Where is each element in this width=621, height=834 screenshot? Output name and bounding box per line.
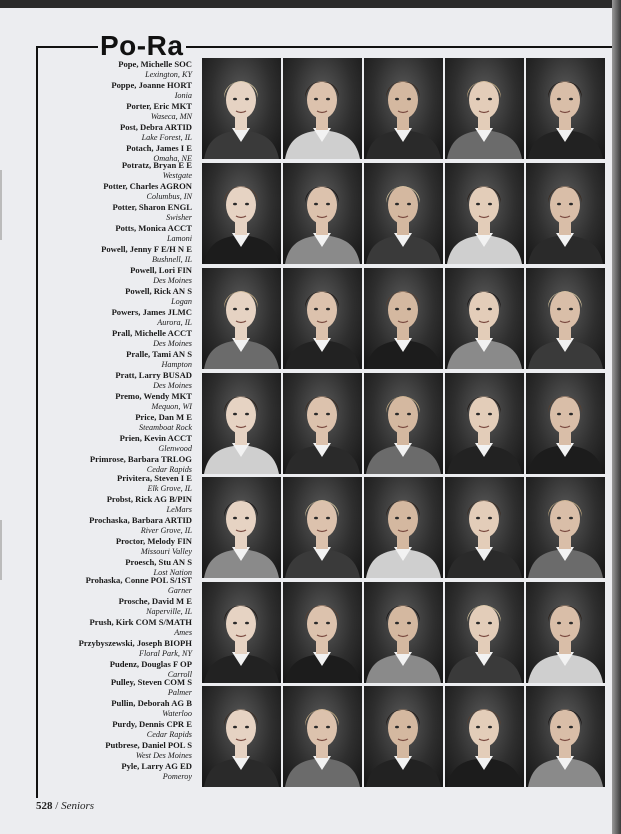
- portrait-photo: [283, 686, 362, 787]
- portrait-photo: [364, 477, 443, 578]
- student-hometown: Palmer: [167, 687, 192, 697]
- portrait-photo: [364, 58, 443, 159]
- portrait-photo: [445, 582, 524, 683]
- student-hometown: Columbus, IN: [146, 191, 192, 201]
- student-name: Potter, Charles AGRON: [103, 181, 192, 191]
- student-name: Potter, Sharon ENGL: [112, 202, 192, 212]
- student-hometown: Bushnell, IL: [151, 254, 192, 264]
- book-gutter: [612, 0, 621, 834]
- student-hometown: Floral Park, NY: [139, 648, 192, 658]
- student-name: Putbrese, Daniel POL S: [105, 740, 192, 750]
- student-hometown: Ionia: [174, 90, 192, 100]
- page-title: Po-Ra: [100, 30, 184, 61]
- student-hometown: Lake Forest, IL: [141, 132, 192, 142]
- student-name: Porter, Eric MKT: [126, 101, 192, 111]
- student-name: Pratt, Larry BUSAD: [115, 370, 192, 380]
- name-block: [40, 160, 192, 265]
- student-hometown: Des Moines: [153, 275, 192, 285]
- student-entry: [40, 761, 192, 782]
- student-name: Premo, Wendy MKT: [115, 391, 192, 401]
- student-entry: [40, 370, 192, 391]
- student-name: Probst, Rick AG B/PIN: [106, 494, 192, 504]
- student-hometown: Logan: [171, 296, 192, 306]
- student-name: Powell, Jenny F E/H N E: [101, 244, 192, 254]
- student-name: Pulley, Steven COM S: [110, 677, 192, 687]
- student-name: Potratz, Bryan E E: [121, 160, 192, 170]
- student-hometown: Glenwood: [158, 443, 192, 453]
- portrait-photo: [445, 686, 524, 787]
- student-entry: [40, 617, 192, 638]
- portrait-photo: [283, 163, 362, 264]
- student-name: Przybyszewski, Joseph BIOPH: [78, 638, 192, 648]
- footer-separator: /: [55, 800, 59, 812]
- portrait-photo: [445, 58, 524, 159]
- student-hometown: Des Moines: [153, 338, 192, 348]
- student-hometown: Lamoni: [166, 233, 192, 243]
- student-name: Prochaska, Barbara ARTID: [89, 515, 192, 525]
- student-name: Prohaska, Conne POL S/1ST: [85, 575, 192, 585]
- student-hometown: Ames: [174, 627, 192, 637]
- portrait-photo: [202, 582, 281, 683]
- student-entry: [40, 536, 192, 557]
- student-hometown: Des Moines: [153, 380, 192, 390]
- student-name: Poppe, Joanne HORT: [111, 80, 192, 90]
- student-hometown: Pomeroy: [162, 771, 192, 781]
- portrait-photo: [526, 163, 605, 264]
- student-name: Proesch, Stu AN S: [125, 557, 192, 567]
- portrait-photo: [445, 373, 524, 474]
- student-entry: [40, 494, 192, 515]
- student-hometown: Garner: [167, 585, 192, 595]
- portrait-photo: [202, 268, 281, 369]
- student-name: Primrose, Barbara TRLOG: [89, 454, 192, 464]
- student-hometown: Swisher: [166, 212, 192, 222]
- student-name: Prien, Kevin ACCT: [119, 433, 192, 443]
- student-name: Potts, Monica ACCT: [115, 223, 192, 233]
- student-entry: [40, 638, 192, 659]
- student-hometown: Missouri Valley: [140, 546, 192, 556]
- student-name: Powell, Rick AN S: [125, 286, 192, 296]
- student-hometown: Waterloo: [162, 708, 192, 718]
- student-name: Pudenz, Douglas F OP: [109, 659, 192, 669]
- student-entry: [40, 454, 192, 475]
- name-block: [40, 677, 192, 782]
- student-name: Privitera, Steven I E: [117, 473, 192, 483]
- portrait-photo: [364, 373, 443, 474]
- student-entry: [40, 223, 192, 244]
- portrait-photo: [526, 686, 605, 787]
- name-block: [40, 370, 192, 475]
- student-hometown: Elk Grove, IL: [147, 483, 192, 493]
- student-hometown: Waseca, MN: [150, 111, 192, 121]
- student-name: Purdy, Dennis CPR E: [112, 719, 192, 729]
- name-block: [40, 575, 192, 680]
- student-entry: [40, 719, 192, 740]
- student-hometown: LeMars: [166, 504, 192, 514]
- student-name: Powers, James JLMC: [111, 307, 192, 317]
- portrait-photo: [445, 477, 524, 578]
- margin-rule: [36, 46, 38, 798]
- student-entry: [40, 473, 192, 494]
- student-hometown: River Grove, IL: [140, 525, 192, 535]
- portrait-photo: [202, 163, 281, 264]
- student-entry: [40, 244, 192, 265]
- page-number: 528: [36, 800, 53, 812]
- page-edge-mark: [0, 170, 2, 240]
- student-entry: [40, 575, 192, 596]
- portrait-photo: [283, 477, 362, 578]
- name-block: [40, 59, 192, 164]
- student-hometown: Naperville, IL: [146, 606, 192, 616]
- student-hometown: West Des Moines: [135, 750, 192, 760]
- student-name: Proctor, Melody FIN: [115, 536, 192, 546]
- portrait-photo: [364, 582, 443, 683]
- student-hometown: Mequon, WI: [151, 401, 192, 411]
- student-hometown: Lost Nation: [153, 567, 192, 577]
- portrait-photo: [364, 686, 443, 787]
- student-entry: [40, 412, 192, 433]
- student-entry: [40, 80, 192, 101]
- portrait-photo: [364, 163, 443, 264]
- student-entry: [40, 677, 192, 698]
- student-hometown: Westgate: [162, 170, 192, 180]
- student-entry: [40, 740, 192, 761]
- student-entry: [40, 596, 192, 617]
- student-entry: [40, 160, 192, 181]
- portrait-photo: [283, 58, 362, 159]
- student-name: Potach, James I E: [126, 143, 192, 153]
- name-block: [40, 473, 192, 578]
- student-entry: [40, 101, 192, 122]
- student-entry: [40, 433, 192, 454]
- portrait-photo: [202, 477, 281, 578]
- student-name: Pralle, Tami AN S: [126, 349, 192, 359]
- student-entry: [40, 265, 192, 286]
- portrait-photo: [526, 477, 605, 578]
- section-name: Seniors: [61, 800, 95, 812]
- page-edge-mark: [0, 520, 2, 580]
- portrait-photo: [202, 373, 281, 474]
- portrait-photo: [526, 268, 605, 369]
- portrait-photo: [202, 58, 281, 159]
- student-hometown: Carroll: [167, 669, 192, 679]
- student-entry: [40, 328, 192, 349]
- student-name: Pullin, Deborah AG B: [111, 698, 192, 708]
- student-entry: [40, 391, 192, 412]
- name-block: [40, 265, 192, 370]
- student-entry: [40, 349, 192, 370]
- portrait-photo: [283, 268, 362, 369]
- student-name: Pyle, Larry AG ED: [121, 761, 192, 771]
- page-footer: [36, 800, 94, 812]
- student-hometown: Steamboat Rock: [139, 422, 192, 432]
- portrait-photo: [283, 373, 362, 474]
- student-entry: [40, 286, 192, 307]
- student-hometown: Hampton: [161, 359, 192, 369]
- portrait-photo: [364, 268, 443, 369]
- student-entry: [40, 698, 192, 719]
- student-name: Powell, Lori FIN: [130, 265, 192, 275]
- student-entry: [40, 181, 192, 202]
- student-entry: [40, 122, 192, 143]
- student-name: Prosche, David M E: [118, 596, 192, 606]
- portrait-photo: [526, 373, 605, 474]
- student-name: Pope, Michelle SOC: [118, 59, 192, 69]
- header-rule-left: [36, 46, 98, 48]
- student-entry: [40, 59, 192, 80]
- student-name: Prush, Kirk COM S/MATH: [89, 617, 192, 627]
- student-hometown: Aurora, IL: [157, 317, 192, 327]
- student-name: Post, Debra ARTID: [119, 122, 192, 132]
- student-hometown: Cedar Rapids: [146, 464, 192, 474]
- portrait-photo: [526, 582, 605, 683]
- header-rule-right: [186, 46, 612, 48]
- student-entry: [40, 515, 192, 536]
- student-entry: [40, 202, 192, 223]
- student-entry: [40, 307, 192, 328]
- student-hometown: Omaha, NE: [153, 153, 192, 163]
- student-hometown: Cedar Rapids: [146, 729, 192, 739]
- portrait-photo: [202, 686, 281, 787]
- portrait-photo: [445, 163, 524, 264]
- portrait-photo: [526, 58, 605, 159]
- student-name: Prall, Michelle ACCT: [112, 328, 192, 338]
- portrait-photo: [445, 268, 524, 369]
- student-name: Price, Dan M E: [135, 412, 192, 422]
- student-hometown: Lexington, KY: [145, 69, 192, 79]
- portrait-photo: [283, 582, 362, 683]
